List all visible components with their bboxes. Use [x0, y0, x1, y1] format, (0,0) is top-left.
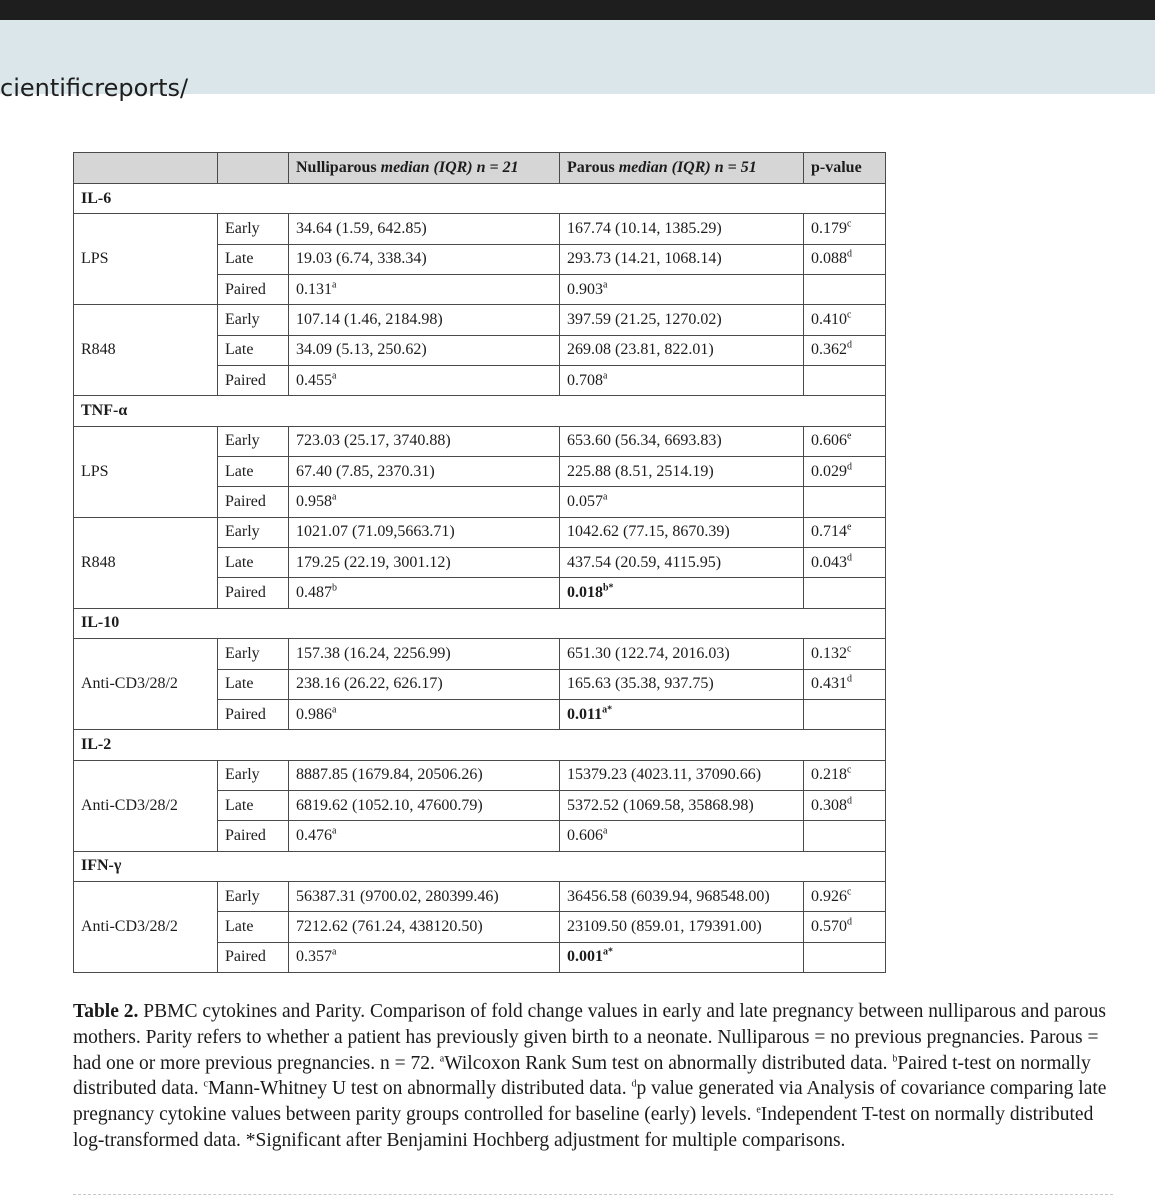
nulliparous-cell — [289, 244, 560, 274]
table-caption — [73, 999, 1113, 1154]
parous-cell-value: 653.60 (56.34, 6693.83) — [567, 432, 722, 450]
parous-cell-value: 36456.58 (6039.94, 968548.00) — [567, 887, 770, 905]
pvalue-cell-value: 0.088 — [811, 250, 847, 268]
parous-cell — [560, 669, 804, 699]
caption-segment: Wilcoxon Rank Sum test on abnormally distributed data. — [444, 1052, 893, 1074]
parous-cell — [560, 335, 804, 365]
header-pvalue: p-value — [804, 153, 886, 184]
nulliparous-cell-value: 67.40 (7.85, 2370.31) — [296, 462, 435, 480]
timepoint-cell: Early — [218, 760, 289, 790]
caption-segment: Paired t-test on normally distributed data. — [73, 1052, 1091, 1100]
parous-cell — [560, 790, 804, 820]
parous-cell-value: 269.08 (23.81, 822.01) — [567, 341, 714, 359]
table-row — [74, 305, 886, 335]
parous-cell-value: 225.88 (8.51, 2514.19) — [567, 462, 714, 480]
pvalue-cell — [804, 548, 886, 578]
timepoint-cell: Late — [218, 244, 289, 274]
table-body — [74, 184, 886, 973]
nulliparous-cell-value: 179.25 (22.19, 3001.12) — [296, 553, 451, 571]
nulliparous-cell — [289, 305, 560, 335]
parous-cell — [560, 487, 804, 517]
nulliparous-cell-value: 7212.62 (761.24, 438120.50) — [296, 917, 483, 935]
parous-cell — [560, 881, 804, 911]
pvalue-cell — [804, 214, 886, 244]
caption-segment: Mann-Whitney U test on abnormally distributed data. — [207, 1078, 632, 1100]
parous-cell-value: 651.30 (122.74, 2016.03) — [567, 644, 730, 662]
nulliparous-cell-value: 0.958 — [296, 493, 332, 511]
parous-cell-footnote-mark: a* — [603, 946, 613, 958]
nulliparous-cell — [289, 578, 560, 608]
pvalue-cell-footnote-mark: c — [847, 309, 852, 321]
pvalue-cell-footnote-mark: c — [847, 764, 852, 776]
nulliparous-cell — [289, 790, 560, 820]
parous-cell-value: 165.63 (35.38, 937.75) — [567, 675, 714, 693]
stimulus-cell: R848 — [74, 305, 218, 396]
timepoint-cell: Early — [218, 305, 289, 335]
nulliparous-cell-value: 238.16 (26.22, 626.17) — [296, 675, 443, 693]
nulliparous-cell — [289, 821, 560, 851]
pvalue-cell-footnote-mark: d — [847, 249, 852, 261]
pvalue-cell — [804, 275, 886, 305]
nulliparous-cell-footnote-mark: a — [332, 491, 337, 503]
nulliparous-cell — [289, 335, 560, 365]
pvalue-cell-footnote-mark: d — [847, 795, 852, 807]
parous-cell-value: 0.903 — [567, 280, 603, 298]
stimulus-cell: Anti-CD3/28/2 — [74, 639, 218, 730]
caption-footnote-mark: a — [439, 1053, 445, 1065]
nulliparous-cell-value: 8887.85 (1679.84, 20506.26) — [296, 766, 483, 784]
timepoint-cell: Early — [218, 881, 289, 911]
section-row — [74, 396, 886, 426]
table-row — [74, 517, 886, 547]
pvalue-cell — [804, 790, 886, 820]
parous-cell — [560, 305, 804, 335]
parous-cell-footnote-mark: a — [603, 370, 608, 382]
parous-cell-value: 437.54 (20.59, 4115.95) — [567, 553, 722, 571]
pvalue-cell-footnote-mark: c — [847, 886, 852, 898]
parous-cell-value: 293.73 (14.21, 1068.14) — [567, 250, 722, 268]
header-blank-1 — [74, 153, 218, 184]
stimulus-cell: LPS — [74, 214, 218, 305]
page-divider — [73, 1194, 1113, 1195]
nulliparous-cell-value: 56387.31 (9700.02, 280399.46) — [296, 887, 499, 905]
parous-cell-footnote-mark: a — [603, 491, 608, 503]
timepoint-cell: Paired — [218, 942, 289, 972]
nulliparous-cell-footnote-mark: a — [332, 704, 337, 716]
nulliparous-cell — [289, 912, 560, 942]
nulliparous-cell — [289, 760, 560, 790]
pvalue-cell-value: 0.362 — [811, 341, 847, 359]
nulliparous-cell-footnote-mark: b — [332, 582, 337, 594]
timepoint-cell: Paired — [218, 578, 289, 608]
header-parous: Parous median (IQR) n = 51 — [560, 153, 804, 184]
data-table — [73, 152, 886, 973]
table-header-row — [74, 153, 886, 184]
pvalue-cell — [804, 517, 886, 547]
pvalue-cell-value: 0.029 — [811, 462, 847, 480]
stimulus-cell: R848 — [74, 517, 218, 608]
parous-cell — [560, 517, 804, 547]
table-row — [74, 214, 886, 244]
header-nulliparous: Nulliparous median (IQR) n = 21 — [289, 153, 560, 184]
parous-cell — [560, 426, 804, 456]
nulliparous-cell — [289, 457, 560, 487]
nulliparous-cell — [289, 517, 560, 547]
nulliparous-cell — [289, 548, 560, 578]
parous-cell-value: 167.74 (10.14, 1385.29) — [567, 220, 722, 238]
pvalue-cell-footnote-mark: c — [847, 643, 852, 655]
section-title: IFN-γ — [74, 851, 886, 881]
nulliparous-cell-value: 34.09 (5.13, 250.62) — [296, 341, 427, 359]
caption-label: Table 2. — [73, 1001, 139, 1022]
nulliparous-cell — [289, 942, 560, 972]
timepoint-cell: Late — [218, 912, 289, 942]
nulliparous-cell-footnote-mark: a — [332, 370, 337, 382]
pvalue-cell — [804, 699, 886, 729]
address-bar[interactable] — [0, 20, 1155, 102]
pvalue-cell — [804, 457, 886, 487]
nulliparous-cell — [289, 639, 560, 669]
pvalue-cell-value: 0.218 — [811, 766, 847, 784]
stimulus-cell: Anti-CD3/28/2 — [74, 760, 218, 851]
pvalue-cell — [804, 912, 886, 942]
pvalue-cell — [804, 942, 886, 972]
header-blank-2 — [218, 153, 289, 184]
nulliparous-cell — [289, 426, 560, 456]
timepoint-cell: Paired — [218, 275, 289, 305]
timepoint-cell: Late — [218, 548, 289, 578]
pvalue-cell-footnote-mark: e — [847, 522, 852, 534]
caption-footnote-mark: b — [892, 1053, 898, 1065]
pvalue-cell — [804, 639, 886, 669]
pvalue-cell-footnote-mark: d — [847, 461, 852, 473]
pvalue-cell — [804, 426, 886, 456]
nulliparous-cell-value: 0.357 — [296, 948, 332, 966]
parous-cell-value: 0.606 — [567, 826, 603, 844]
parous-cell-value: 0.011 — [567, 705, 603, 723]
table-row — [74, 760, 886, 790]
nulliparous-cell-footnote-mark: a — [332, 279, 337, 291]
timepoint-cell: Early — [218, 639, 289, 669]
pvalue-cell-value: 0.570 — [811, 917, 847, 935]
nulliparous-cell-value: 34.64 (1.59, 642.85) — [296, 220, 427, 238]
caption-footnote-mark: d — [631, 1078, 637, 1090]
parous-cell — [560, 366, 804, 396]
pvalue-cell-value: 0.431 — [811, 675, 847, 693]
nulliparous-cell — [289, 366, 560, 396]
timepoint-cell: Paired — [218, 821, 289, 851]
nulliparous-cell-value: 1021.07 (71.09,5663.71) — [296, 523, 455, 541]
parous-cell — [560, 548, 804, 578]
nulliparous-cell — [289, 669, 560, 699]
timepoint-cell: Late — [218, 457, 289, 487]
parous-cell — [560, 821, 804, 851]
stimulus-cell: Anti-CD3/28/2 — [74, 881, 218, 972]
nulliparous-cell — [289, 214, 560, 244]
parous-cell-footnote-mark: a* — [602, 704, 613, 716]
pvalue-cell-value: 0.132 — [811, 644, 847, 662]
parous-cell-value: 0.708 — [567, 371, 603, 389]
caption-text — [73, 1001, 1106, 1151]
nulliparous-cell-value: 107.14 (1.46, 2184.98) — [296, 311, 443, 329]
parous-cell — [560, 639, 804, 669]
parous-cell — [560, 699, 804, 729]
parous-cell — [560, 578, 804, 608]
timepoint-cell: Paired — [218, 487, 289, 517]
parous-cell — [560, 760, 804, 790]
parous-cell-value: 0.057 — [567, 493, 603, 511]
timepoint-cell: Late — [218, 790, 289, 820]
pvalue-cell — [804, 760, 886, 790]
pvalue-cell — [804, 335, 886, 365]
pvalue-cell-value: 0.714 — [811, 523, 847, 541]
pvalue-cell-footnote-mark: d — [847, 673, 852, 685]
section-title: TNF-α — [74, 396, 886, 426]
caption-footnote-mark: e — [756, 1104, 761, 1116]
pvalue-cell-value: 0.926 — [811, 887, 847, 905]
pvalue-cell — [804, 578, 886, 608]
parous-cell-footnote-mark: b* — [603, 582, 614, 594]
pvalue-cell-value: 0.308 — [811, 796, 847, 814]
nulliparous-cell-value: 19.03 (6.74, 338.34) — [296, 250, 427, 268]
nulliparous-cell-value: 0.487 — [296, 584, 332, 602]
caption-segment: Independent T-test on normally distributed log-transformed data. *Significant after Benjamini Hochberg adjustment for multiple comparisons. — [73, 1104, 1094, 1151]
nulliparous-cell-footnote-mark: a — [332, 825, 337, 837]
section-row — [74, 184, 886, 214]
pvalue-cell — [804, 305, 886, 335]
window-top-bar — [0, 0, 1155, 20]
pvalue-cell — [804, 366, 886, 396]
parous-cell-value: 5372.52 (1069.58, 35868.98) — [567, 796, 754, 814]
pvalue-cell-value: 0.410 — [811, 311, 847, 329]
table-row — [74, 639, 886, 669]
section-title: IL-10 — [74, 608, 886, 638]
caption-segment: p value generated via Analysis of covariance comparing late pregnancy cytokine values between parity groups controlled for baseline (early) levels. — [73, 1078, 1107, 1126]
section-row — [74, 730, 886, 760]
parous-cell-value: 397.59 (21.25, 1270.02) — [567, 311, 722, 329]
nulliparous-cell-footnote-mark: a — [332, 946, 337, 958]
parous-cell — [560, 912, 804, 942]
parous-cell-value: 15379.23 (4023.11, 37090.66) — [567, 766, 762, 784]
nulliparous-cell-value: 0.476 — [296, 826, 332, 844]
parous-cell — [560, 214, 804, 244]
timepoint-cell: Early — [218, 426, 289, 456]
parous-cell-value: 23109.50 (859.01, 179391.00) — [567, 917, 762, 935]
parous-cell — [560, 275, 804, 305]
timepoint-cell: Early — [218, 214, 289, 244]
nulliparous-cell-value: 723.03 (25.17, 3740.88) — [296, 432, 451, 450]
parous-cell-footnote-mark: a — [603, 825, 608, 837]
pvalue-cell-footnote-mark: d — [847, 916, 852, 928]
nulliparous-cell — [289, 275, 560, 305]
pvalue-cell — [804, 244, 886, 274]
pvalue-cell-footnote-mark: c — [847, 218, 852, 230]
pvalue-cell-footnote-mark: d — [847, 340, 852, 352]
nulliparous-cell — [289, 699, 560, 729]
table-row — [74, 881, 886, 911]
pvalue-cell-value: 0.606 — [811, 432, 847, 450]
section-row — [74, 851, 886, 881]
stimulus-cell: LPS — [74, 426, 218, 517]
section-title: IL-6 — [74, 184, 886, 214]
parous-cell-value: 1042.62 (77.15, 8670.39) — [567, 523, 730, 541]
nulliparous-cell-value: 6819.62 (1052.10, 47600.79) — [296, 796, 483, 814]
nulliparous-cell-value: 0.986 — [296, 705, 332, 723]
parous-cell — [560, 942, 804, 972]
parous-cell-value: 0.001 — [567, 948, 603, 966]
nulliparous-cell — [289, 487, 560, 517]
pvalue-cell — [804, 821, 886, 851]
parous-cell-value: 0.018 — [567, 584, 603, 602]
parous-cell-footnote-mark: a — [603, 279, 608, 291]
pvalue-cell — [804, 669, 886, 699]
pvalue-cell-value: 0.043 — [811, 553, 847, 571]
caption-segment: PBMC cytokines and Parity. Comparison of fold change values in early and late pregnancy between nulliparous and parous mothers. Parity refers to whether a patient has previously given birth to a neonate. Nulliparous = no previous pregnancies. Parous = had one or more previous pregnancies. n = 72. — [73, 1001, 1106, 1074]
parous-cell — [560, 244, 804, 274]
pvalue-cell-footnote-mark: d — [847, 552, 852, 564]
timepoint-cell: Paired — [218, 699, 289, 729]
nulliparous-cell-value: 0.131 — [296, 280, 332, 298]
table-row — [74, 426, 886, 456]
timepoint-cell: Early — [218, 517, 289, 547]
parous-cell — [560, 457, 804, 487]
section-title: IL-2 — [74, 730, 886, 760]
pvalue-cell-footnote-mark: e — [847, 431, 852, 443]
timepoint-cell: Late — [218, 335, 289, 365]
nulliparous-cell-value: 0.455 — [296, 371, 332, 389]
caption-footnote-mark: c — [203, 1078, 208, 1090]
timepoint-cell: Paired — [218, 366, 289, 396]
pvalue-cell — [804, 881, 886, 911]
pvalue-cell-value: 0.179 — [811, 220, 847, 238]
nulliparous-cell-value: 157.38 (16.24, 2256.99) — [296, 644, 451, 662]
pvalue-cell — [804, 487, 886, 517]
section-row — [74, 608, 886, 638]
url-text: cientificreports/ — [0, 74, 189, 102]
timepoint-cell: Late — [218, 669, 289, 699]
nulliparous-cell — [289, 881, 560, 911]
